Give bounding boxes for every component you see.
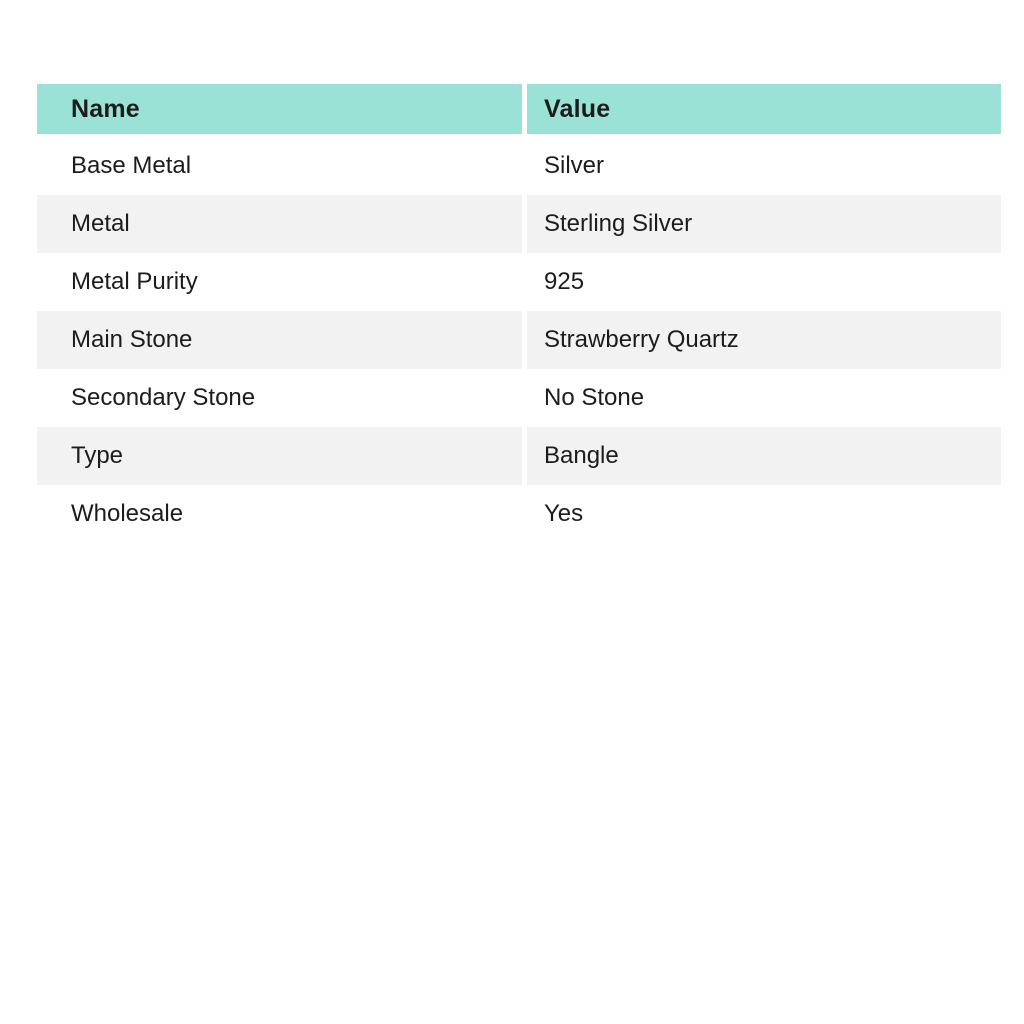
table-row bbox=[37, 485, 1001, 543]
spec-value-cell: Sterling Silver bbox=[527, 195, 1001, 253]
header-cell-name: Name bbox=[37, 84, 522, 134]
spec-value-cell: Bangle bbox=[527, 427, 1001, 485]
spec-name-cell: Metal bbox=[37, 195, 522, 253]
table-row bbox=[37, 369, 1001, 427]
spec-value-cell: Yes bbox=[527, 485, 1001, 543]
spec-name-cell: Metal Purity bbox=[37, 253, 522, 311]
table-row bbox=[37, 195, 1001, 253]
table-row bbox=[37, 137, 1001, 195]
spec-value-cell: Strawberry Quartz bbox=[527, 311, 1001, 369]
spec-name-cell: Base Metal bbox=[37, 137, 522, 195]
spec-value-cell: 925 bbox=[527, 253, 1001, 311]
spec-name-cell: Secondary Stone bbox=[37, 369, 522, 427]
header-cell-value: Value bbox=[527, 84, 1001, 134]
table-header-row bbox=[37, 84, 1001, 134]
spec-name-cell: Main Stone bbox=[37, 311, 522, 369]
spec-value-cell: No Stone bbox=[527, 369, 1001, 427]
table-row bbox=[37, 427, 1001, 485]
table-body bbox=[37, 137, 1001, 543]
spec-name-cell: Wholesale bbox=[37, 485, 522, 543]
table-row bbox=[37, 253, 1001, 311]
spec-name-cell: Type bbox=[37, 427, 522, 485]
table-row bbox=[37, 311, 1001, 369]
spec-value-cell: Silver bbox=[527, 137, 1001, 195]
spec-table bbox=[37, 84, 1001, 543]
